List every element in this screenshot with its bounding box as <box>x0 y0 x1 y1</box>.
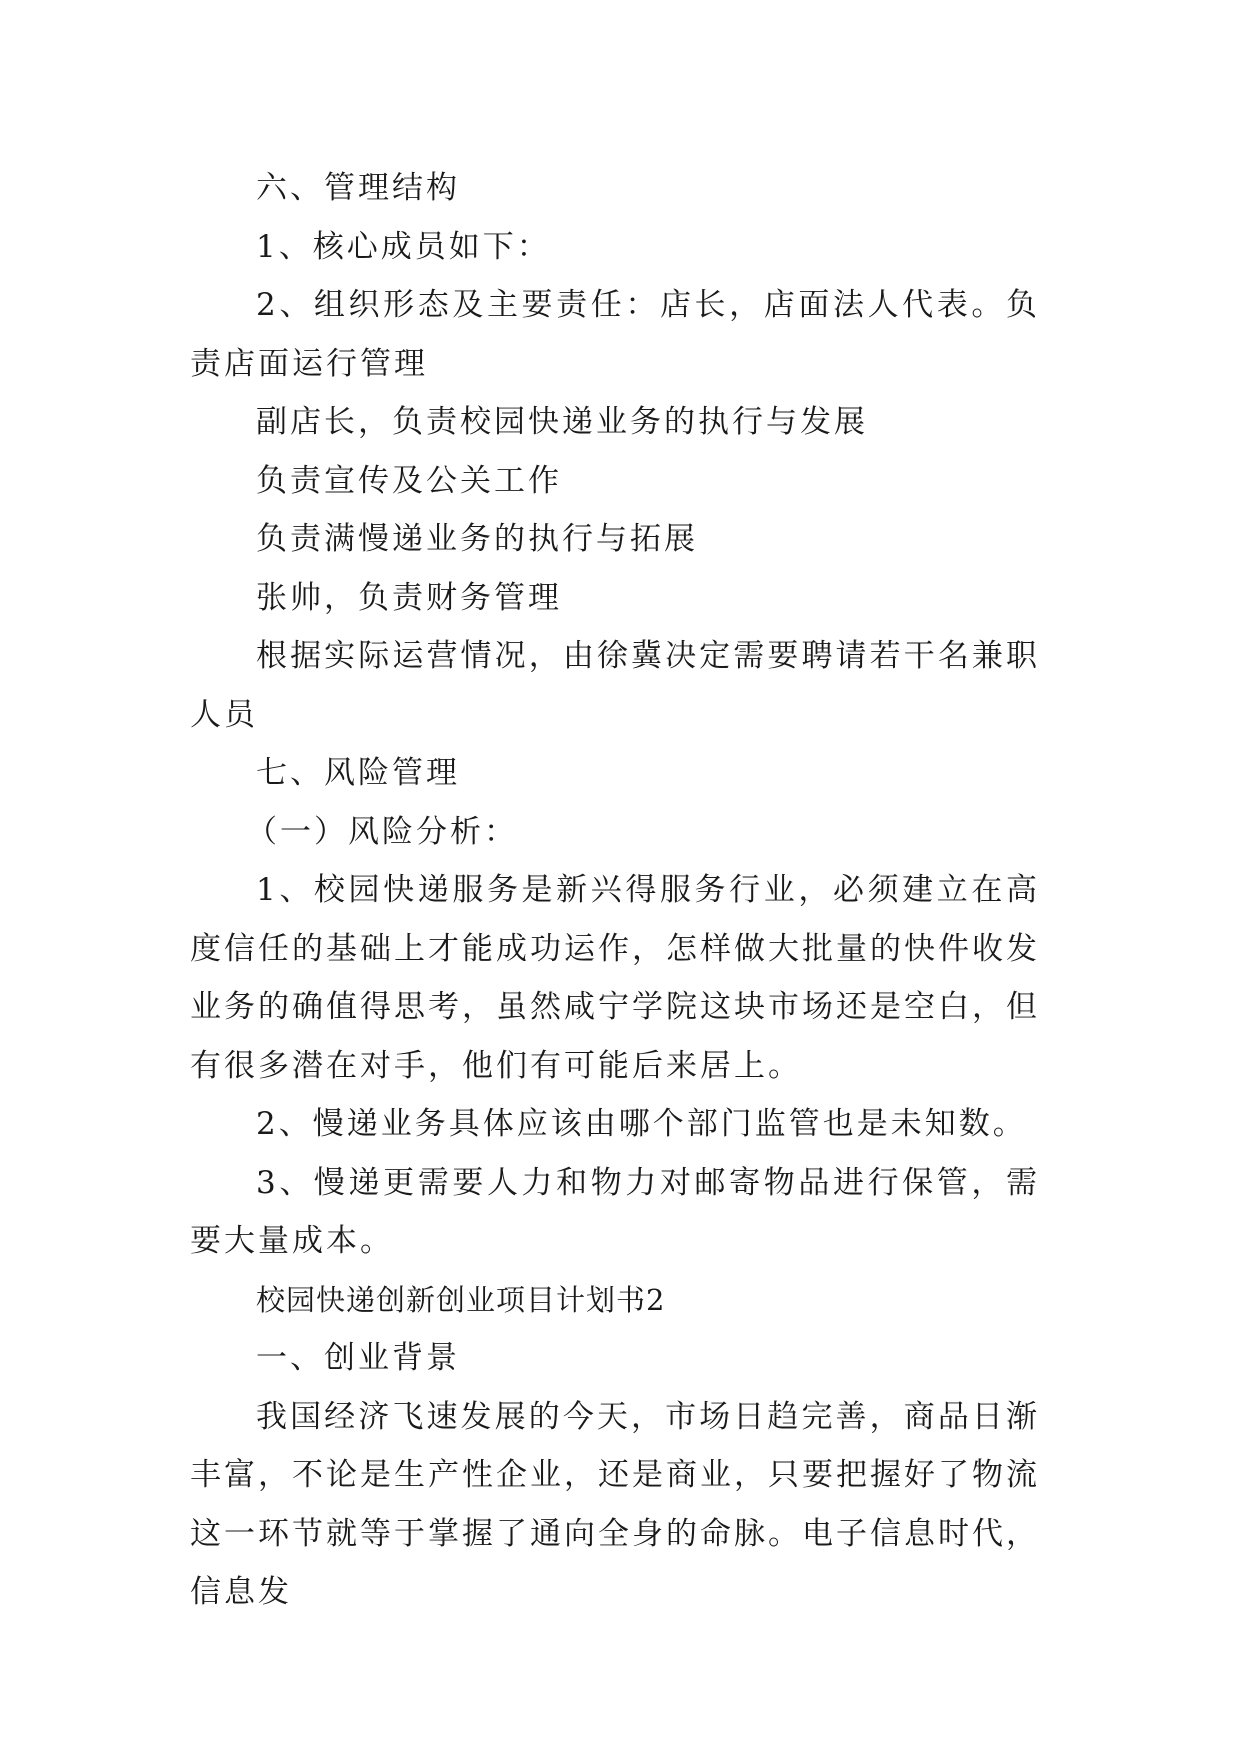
section-heading-background: 一、创业背景 <box>256 1340 460 1376</box>
paragraph-background: 我国经济飞速发展的今天，市场日趋完善，商品日渐丰富，不论是生产性企业，还是商业，只要把握好了物流这一环节就等于掌握了通向全身的命脉。电子信息时代，信息发 <box>190 1398 1040 1610</box>
section-heading-management-structure: 六、管理结构 <box>256 170 460 206</box>
paragraph-part-time-staff: 根据实际运营情况，由徐冀决定需要聘请若干名兼职人员 <box>190 638 1040 733</box>
paragraph-publicity: 负责宣传及公关工作 <box>256 462 562 499</box>
document-title-2: 校园快递创新创业项目计划书2 <box>256 1282 666 1317</box>
paragraph-risk-3: 3、慢递更需要人力和物力对邮寄物品进行保管，需要大量成本。 <box>190 1164 1040 1259</box>
paragraph-risk-2: 2、慢递业务具体应该由哪个部门监管也是未知数。 <box>256 1106 1027 1142</box>
subheading-risk-analysis: （一）风险分析： <box>246 813 518 850</box>
paragraph-risk-1: 1、校园快递服务是新兴得服务行业，必须建立在高度信任的基础上才能成功运作，怎样做大批量的快件收发业务的确值得思考，虽然咸宁学院这块市场还是空白，但有很多潜在对手，他们有可能后来居上。 <box>190 872 1040 1084</box>
paragraph-core-members: 1、核心成员如下： <box>256 228 551 265</box>
paragraph-finance: 张帅，负责财务管理 <box>256 579 562 616</box>
paragraph-deputy-manager: 副店长，负责校园快递业务的执行与发展 <box>256 404 868 440</box>
document-body <box>190 159 1040 1622</box>
paragraph-organization: 2、组织形态及主要责任：店长，店面法人代表。负责店面运行管理 <box>190 287 1040 382</box>
paragraph-slow-delivery: 负责满慢递业务的执行与拓展 <box>256 521 698 557</box>
section-heading-risk-management: 七、风险管理 <box>256 755 460 791</box>
